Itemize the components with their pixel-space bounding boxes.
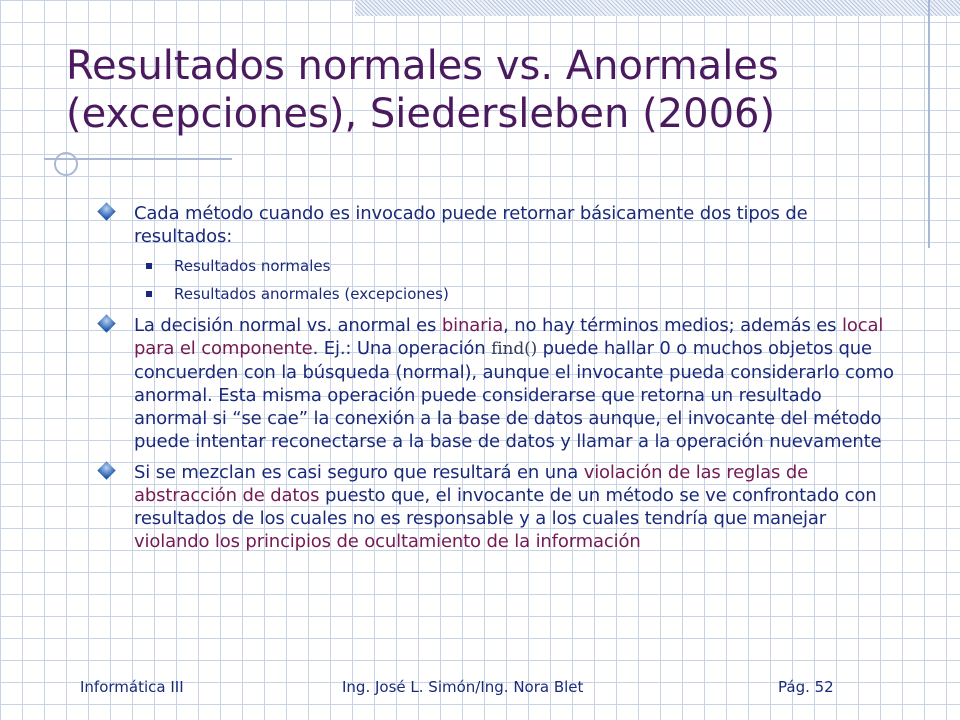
text-run: . Ej.: Una operación bbox=[312, 338, 492, 359]
diamond-bullet-icon bbox=[97, 461, 115, 479]
footer-course: Informática III bbox=[80, 678, 184, 696]
bullet-text bbox=[134, 461, 900, 553]
text-run: puede hallar 0 o muchos objetos que concuerden con la búsqueda (normal), aunque el invocante pueda considerarlo como anormal. Esta misma operación puede considerarse que retorna un resultado anormal si “se cae” la conexión a la base de datos aunque, el invocante del método puede intentar reconectarse a la base de datos y llamar a la operación nuevamente bbox=[134, 338, 894, 452]
highlight-local-componente: local para el componente bbox=[134, 315, 884, 359]
highlight-violacion-reglas: violación de las reglas de abstracción de datos bbox=[134, 462, 809, 506]
sub-bullet-text: Resultados normales bbox=[174, 257, 331, 275]
slide-title: Resultados normales vs. Anormales (excepciones), Siedersleben (2006) bbox=[66, 43, 779, 137]
highlight-binaria: binaria bbox=[441, 315, 504, 336]
sub-bullet-text: Resultados anormales (excepciones) bbox=[174, 285, 449, 303]
text-run: , no hay términos medios; además es bbox=[503, 315, 842, 336]
bullet-item bbox=[100, 314, 900, 453]
diamond-bullet-icon bbox=[97, 314, 115, 332]
slide-content bbox=[100, 202, 900, 561]
bullet-text bbox=[134, 314, 900, 453]
bullet-item bbox=[100, 461, 900, 553]
decorative-circle bbox=[54, 152, 78, 176]
footer-page-number: Pág. 52 bbox=[778, 678, 834, 696]
diamond-bullet-icon bbox=[97, 202, 115, 220]
decorative-vertical-line bbox=[928, 0, 930, 248]
code-find: find() bbox=[491, 339, 538, 359]
text-run: La decisión normal vs. anormal es bbox=[134, 315, 442, 336]
highlight-ocultamiento: violando los principios de ocultamiento de la información bbox=[134, 531, 641, 552]
decorative-left-vertical-line bbox=[66, 170, 67, 400]
square-bullet-icon bbox=[146, 291, 152, 297]
top-hatch-band bbox=[355, 0, 960, 16]
square-bullet-icon bbox=[146, 263, 152, 269]
bullet-item bbox=[100, 202, 900, 248]
bullet-text: Cada método cuando es invocado puede retornar básicamente dos tipos de resultados: bbox=[134, 203, 808, 247]
sub-bullet-item bbox=[100, 256, 900, 276]
sub-bullet-item bbox=[100, 284, 900, 304]
text-run: Si se mezclan es casi seguro que resultará en una bbox=[134, 462, 584, 483]
footer-authors: Ing. José L. Simón/Ing. Nora Blet bbox=[342, 678, 584, 696]
text-run: puesto que, el invocante de un método se ve confrontado con resultados de los cuales no es responsable y a los cuales tendría que manejar bbox=[134, 485, 877, 529]
sub-bullet-list bbox=[100, 256, 900, 304]
